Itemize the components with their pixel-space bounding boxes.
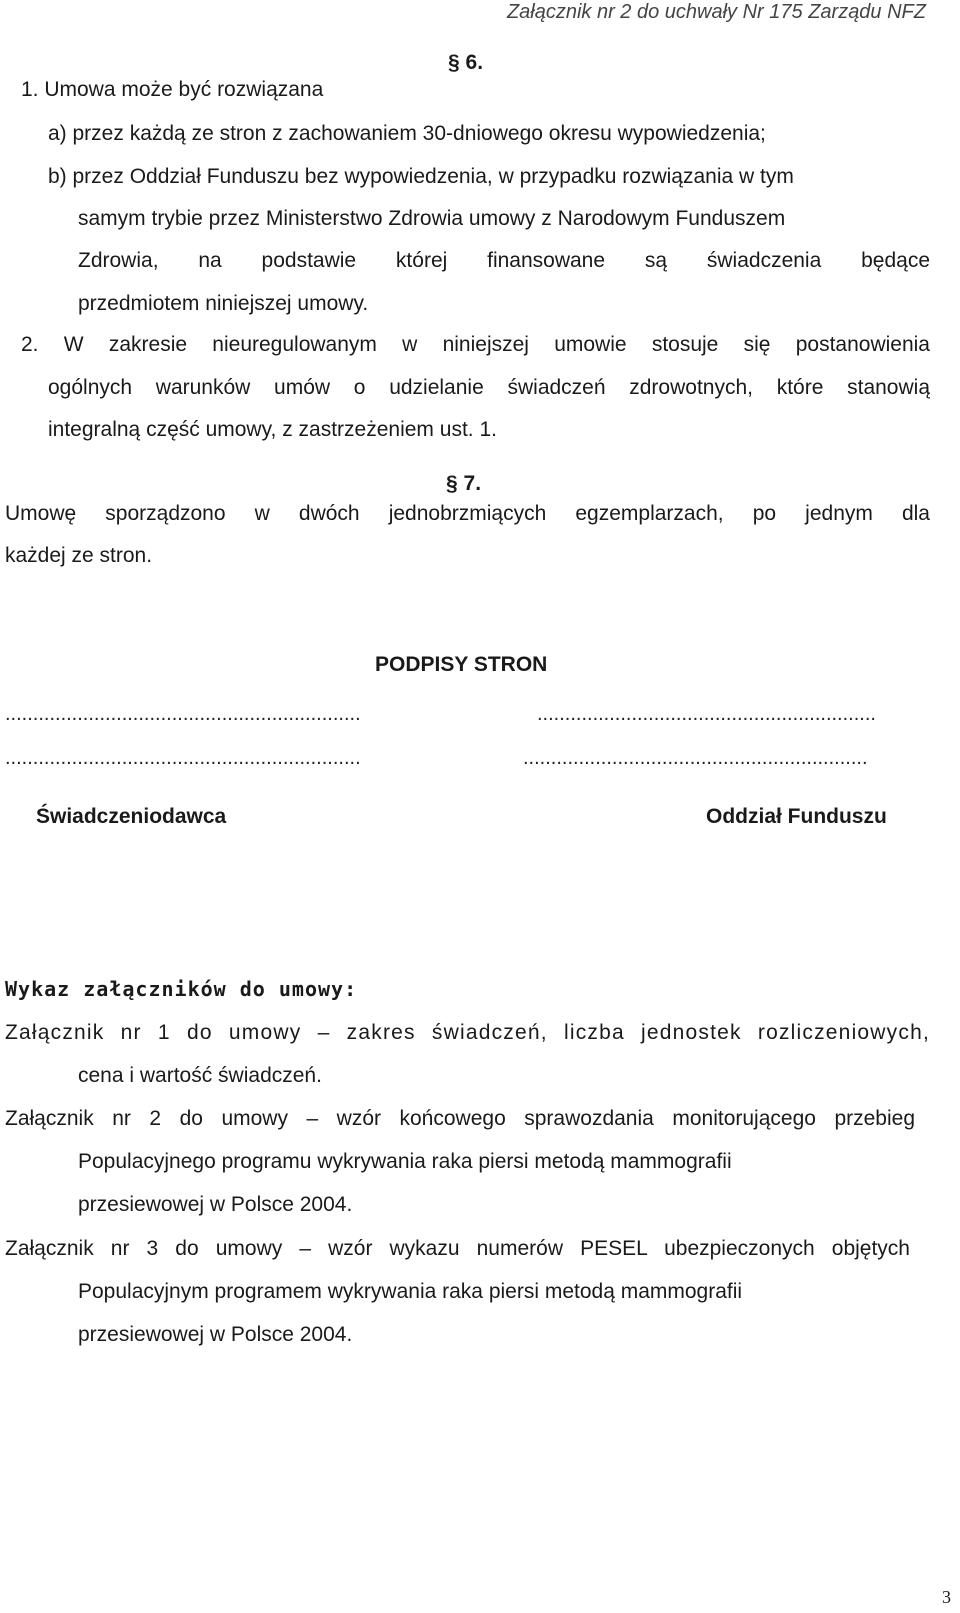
attachment-2-line-1: Załącznik nr 2 do umowy – wzór końcowego sprawozdania monitorującego przebieg (5, 1107, 915, 1130)
section-6-item-2-line-2: ogólnych warunków umów o udzielanie świadczeń zdrowotnych, które stanowią (48, 376, 930, 399)
attachment-3-line-3: przesiewowej w Polsce 2004. (78, 1323, 353, 1346)
section-6-item-2-line-1: 2. W zakresie nieuregulowanym w niniejszej umowie stosuje się postanowienia (21, 333, 930, 356)
section-6-item-1-a: a) przez każdą ze stron z zachowaniem 30-dniowego okresu wypowiedzenia; (48, 122, 766, 145)
page-number: 3 (942, 1587, 951, 1607)
attachment-1-line-1: Załącznik nr 1 do umowy – zakres świadczeń, liczba jednostek rozliczeniowych, (5, 1021, 930, 1044)
signatures-title: PODPISY STRON (375, 653, 548, 676)
section-6-item-2-line-3: integralną część umowy, z zastrzeżeniem ust. 1. (48, 418, 497, 441)
section-6-item-1-b-line-1: b) przez Oddział Funduszu bez wypowiedzenia, w przypadku rozwiązania w tym (48, 165, 794, 188)
section-6-heading: § 6. (448, 51, 484, 74)
attachment-2-line-2: Populacyjnego programu wykrywania raka piersi metodą mammografii (78, 1150, 732, 1173)
attachment-3-line-2: Populacyjnym programem wykrywania raka piersi metodą mammografii (78, 1280, 743, 1303)
signature-dots-right-1: ............................................................. (537, 704, 876, 724)
signature-dots-left-2: ................................................................ (5, 748, 361, 768)
section-6-item-1-b-line-4: przedmiotem niniejszej umowy. (78, 292, 369, 315)
header-attachment-note: Załącznik nr 2 do uchwały Nr 175 Zarządu NFZ (506, 1, 926, 23)
section-6-item-1-lead: 1. Umowa może być rozwiązana (21, 78, 324, 101)
attachment-1-line-2: cena i wartość świadczeń. (78, 1064, 322, 1087)
signature-label-fund-branch: Oddział Funduszu (706, 805, 887, 828)
attachment-2-line-3: przesiewowej w Polsce 2004. (78, 1193, 353, 1216)
signature-label-provider: Świadczeniodawca (36, 805, 227, 828)
section-6-item-1-b-line-2: samym trybie przez Ministerstwo Zdrowia umowy z Narodowym Funduszem (78, 207, 786, 230)
section-6-item-1-b-line-3: Zdrowia, na podstawie której finansowane są świadczenia będące (78, 249, 930, 272)
attachments-heading: Wykaz załączników do umowy: (5, 977, 358, 1001)
signature-dots-left-1: ................................................................ (5, 704, 361, 724)
signature-dots-right-2: .............................................................. (523, 748, 868, 768)
section-7-heading: § 7. (446, 472, 482, 495)
attachment-3-line-1: Załącznik nr 3 do umowy – wzór wykazu numerów PESEL ubezpieczonych objętych (5, 1237, 910, 1260)
section-7-line-2: każdej ze stron. (5, 544, 153, 567)
section-7-line-1: Umowę sporządzono w dwóch jednobrzmiących egzemplarzach, po jednym dla (5, 502, 930, 525)
